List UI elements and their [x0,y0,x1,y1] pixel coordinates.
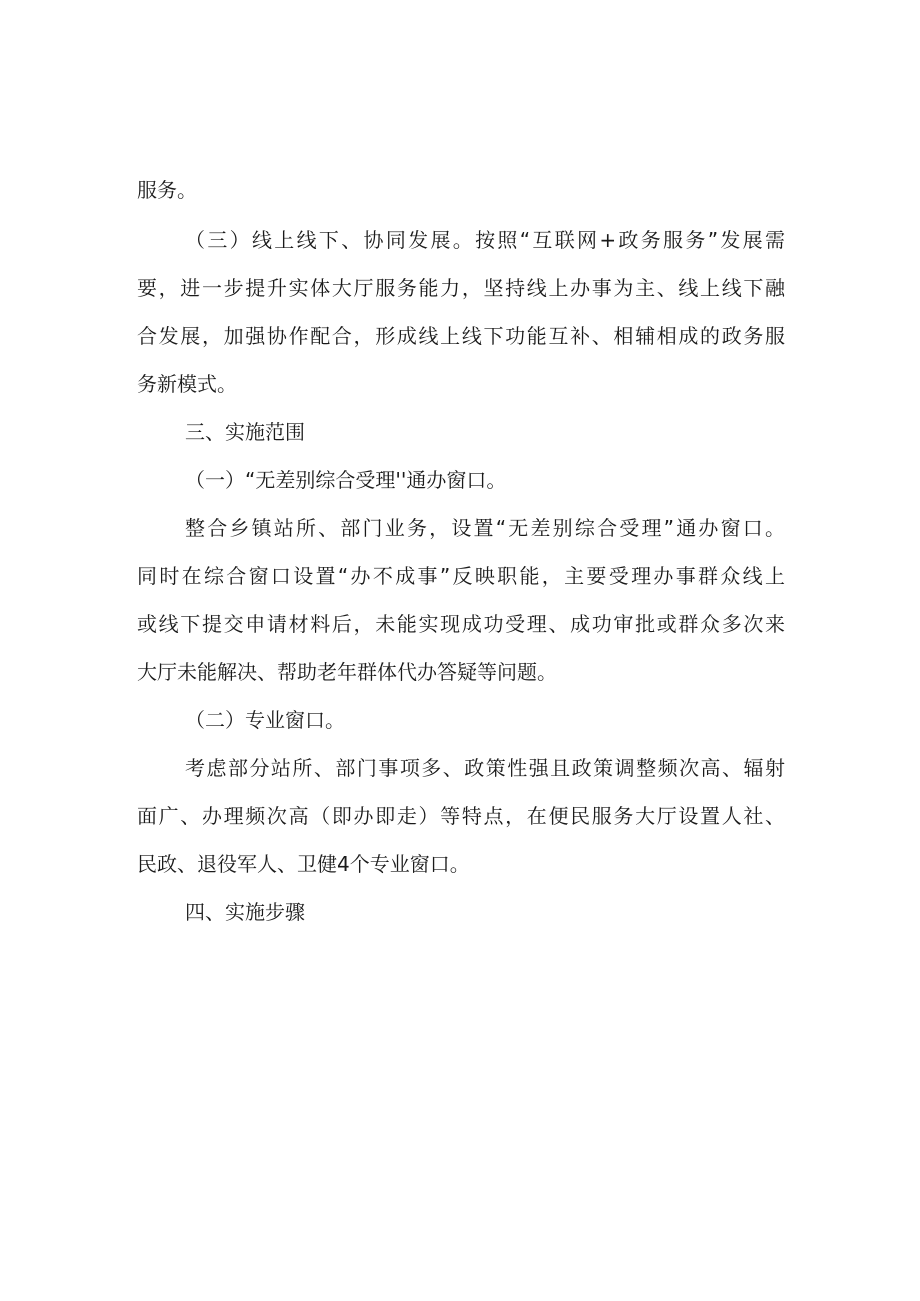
paragraph-line: 民政、退役军人、卫健4个专业窗口。 [137,852,470,876]
paragraph-line: 或线下提交申请材料后，未能实现成功受理、成功审批或群众多次来 [137,612,785,636]
paragraph-line: （三）线上线下、协同发展。按照“互联网+政务服务”发展需 [185,228,785,252]
paragraph-line: 要，进一步提升实体大厅服务能力，坚持线上办事为主、线上线下融 [137,276,785,300]
paragraph-line: 合发展，加强协作配合，形成线上线下功能互补、相辅相成的政务服 [137,324,785,348]
subsection-heading: （一）“无差别综合受理''通办窗口。 [185,468,507,492]
subsection-heading: （二）专业窗口。 [185,708,345,732]
paragraph-line: 考虑部分站所、部门事项多、政策性强且政策调整频次高、辐射 [185,756,785,780]
paragraph-line: 大厅未能解决、帮助老年群体代办答疑等问题。 [137,660,557,684]
section-heading: 四、实施步骤 [185,900,305,924]
paragraph-line: 同时在综合窗口设置“办不成事”反映职能，主要受理办事群众线上 [137,564,785,588]
paragraph-line: 整合乡镇站所、部门业务，设置“无差别综合受理”通办窗口。 [185,516,785,540]
section-heading: 三、实施范围 [185,420,305,444]
paragraph-line: 面广、办理频次高（即办即走）等特点，在便民服务大厅设置人社、 [137,804,785,828]
paragraph-line: 务新模式。 [137,372,237,396]
paragraph-line: 服务。 [137,178,197,202]
